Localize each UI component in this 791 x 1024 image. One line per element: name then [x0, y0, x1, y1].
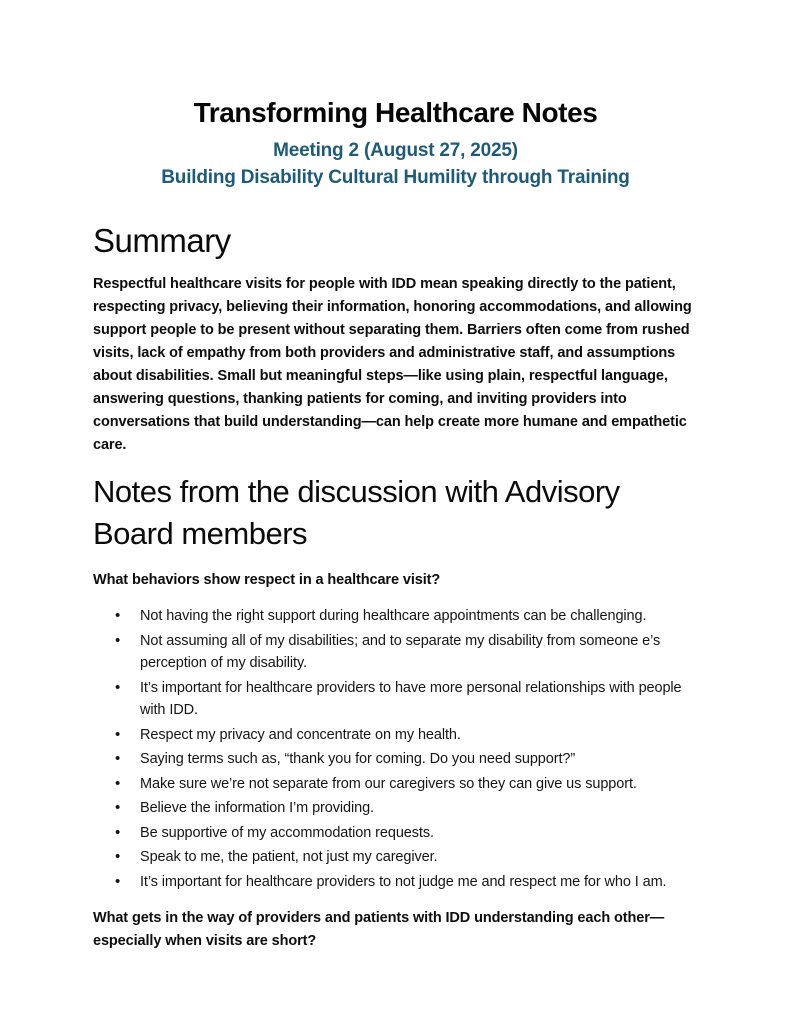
list-item: • It’s important for healthcare providers to not judge me and respect me for who I am.	[140, 871, 698, 894]
list-item: • Respect my privacy and concentrate on my health.	[140, 724, 698, 747]
document-title: Transforming Healthcare Notes	[193, 97, 598, 128]
summary-heading: Summary	[93, 222, 231, 259]
list-item: • Make sure we’re not separate from our caregivers so they can give us support.	[140, 773, 698, 796]
list-item: • Speak to me, the patient, not just my caregiver.	[140, 846, 698, 869]
list-item: • Saying terms such as, “thank you for coming. Do you need support?”	[140, 748, 698, 771]
list-item: • Not assuming all of my disabilities; and to separate my disability from someone e’s perception of my disability.	[140, 630, 698, 675]
list-item: • It’s important for healthcare providers to have more personal relationships with people with IDD.	[140, 677, 698, 722]
list-item: • Be supportive of my accommodation requests.	[140, 822, 698, 845]
list-item: • Not having the right support during healthcare appointments can be challenging.	[140, 605, 698, 628]
question-barriers: What gets in the way of providers and patients with IDD understanding each other—especially when visits are short?	[93, 910, 665, 949]
list-item: • Believe the information I’m providing.	[140, 797, 698, 820]
topic-subtitle: Building Disability Cultural Humility through Training	[161, 167, 630, 188]
notes-heading: Notes from the discussion with Advisory Board members	[93, 474, 620, 551]
meeting-subtitle: Meeting 2 (August 27, 2025)	[273, 140, 518, 161]
summary-paragraph: Respectful healthcare visits for people with IDD mean speaking directly to the patient, respecting privacy, believing their information, honoring accommodations, and allowing support people to be present without separating them. Barriers often come from rushed visits, lack of empathy from both providers and administrative staff, and assumptions about disabilities. Small but meaningful steps—like using plain, respectful language, answering questions, thanking patients for coming, and inviting providers into conversations that build understanding—can help create more humane and empathetic care.	[93, 276, 692, 453]
document-subtitle-block	[93, 137, 698, 191]
question-behaviors: What behaviors show respect in a healthcare visit?	[93, 572, 441, 588]
behaviors-bullet-list	[93, 605, 698, 893]
